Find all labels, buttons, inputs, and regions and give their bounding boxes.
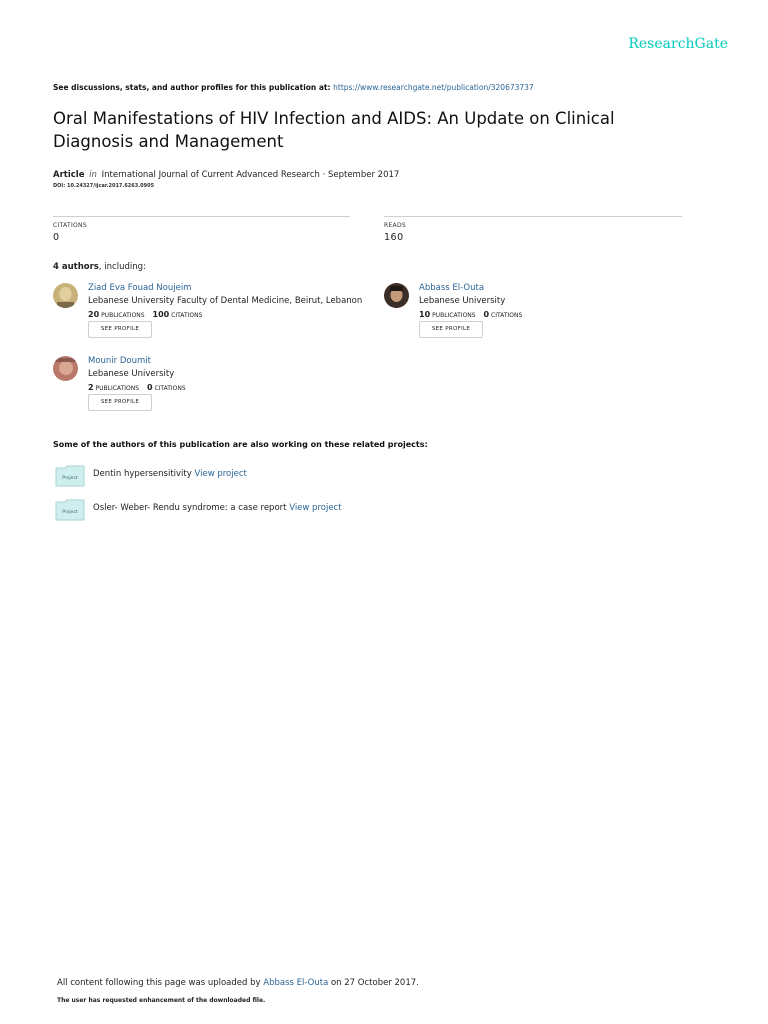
author-stats bbox=[88, 310, 202, 319]
view-project-link[interactable]: View project bbox=[289, 503, 342, 513]
citations-count: 100 bbox=[152, 310, 170, 319]
upload-prefix: All content following this page was uploaded by bbox=[57, 978, 261, 988]
citations-label: CITATIONS bbox=[154, 385, 186, 392]
page-title: Oral Manifestations of HIV Infection and AIDS: An Update on Clinical Diagnosis and Management bbox=[53, 109, 615, 151]
authors-heading bbox=[53, 262, 146, 272]
publications-count: 10 bbox=[419, 310, 431, 319]
publications-label: PUBLICATIONS bbox=[101, 312, 145, 319]
publications-count: 2 bbox=[88, 383, 94, 392]
upload-note bbox=[57, 978, 419, 988]
authors-count: 4 authors bbox=[53, 262, 99, 272]
article-type: Article bbox=[53, 170, 85, 180]
reads-value: 160 bbox=[384, 232, 404, 243]
in-word: in bbox=[89, 170, 97, 180]
discussion-note bbox=[53, 83, 534, 92]
project-line bbox=[93, 503, 342, 513]
doi: DOI: 10.24327/ijcar.2017.6263.0905 bbox=[53, 183, 155, 189]
view-project-link[interactable]: View project bbox=[194, 469, 247, 479]
citations-count: 0 bbox=[146, 383, 153, 392]
author-institution: Lebanese University bbox=[419, 296, 506, 306]
reads-label: READS bbox=[384, 222, 406, 229]
publication-url-link[interactable]: https://www.researchgate.net/publication/320673737 bbox=[333, 83, 534, 92]
reads-divider bbox=[384, 216, 682, 217]
author-institution: Lebanese University Faculty of Dental Medicine, Beirut, Lebanon bbox=[88, 296, 363, 306]
publications-count: 20 bbox=[88, 310, 100, 319]
project-folder-icon bbox=[55, 499, 85, 521]
avatar[interactable] bbox=[53, 283, 78, 308]
avatar[interactable] bbox=[53, 356, 78, 381]
author-name[interactable]: Mounir Doumit bbox=[88, 356, 151, 366]
avatar[interactable] bbox=[384, 283, 409, 308]
citations-value: 0 bbox=[53, 232, 60, 243]
citations-label: CITATIONS bbox=[171, 312, 203, 319]
citations-count: 0 bbox=[483, 310, 490, 319]
journal-date: International Journal of Current Advanced Research · September 2017 bbox=[101, 170, 400, 180]
authors-including: , including: bbox=[98, 262, 146, 272]
project-title: Dentin hypersensitivity bbox=[93, 469, 192, 479]
author-institution: Lebanese University bbox=[88, 369, 175, 379]
project-folder-icon bbox=[55, 465, 85, 487]
researchgate-logo[interactable]: ResearchGate bbox=[628, 36, 728, 52]
project-icon-label: Project bbox=[62, 476, 78, 481]
enhancement-note: The user has requested enhancement of the downloaded file. bbox=[57, 997, 266, 1004]
citations-label: CITATIONS bbox=[491, 312, 523, 319]
project-line bbox=[93, 469, 247, 479]
uploader-link[interactable]: Abbass El-Outa bbox=[263, 978, 329, 988]
article-meta bbox=[53, 170, 399, 180]
related-projects-heading: Some of the authors of this publication are also working on these related projects: bbox=[53, 440, 428, 449]
publications-label: PUBLICATIONS bbox=[432, 312, 476, 319]
project-icon-label: Project bbox=[62, 510, 78, 515]
see-profile-button[interactable]: SEE PROFILE bbox=[88, 394, 152, 411]
see-profile-button[interactable]: SEE PROFILE bbox=[88, 321, 152, 338]
citations-divider bbox=[53, 216, 350, 217]
author-stats bbox=[88, 383, 186, 392]
discussion-text: See discussions, stats, and author profiles for this publication at: bbox=[53, 83, 331, 92]
author-name[interactable]: Abbass El-Outa bbox=[419, 283, 485, 293]
upload-suffix: on 27 October 2017. bbox=[330, 978, 419, 988]
publications-label: PUBLICATIONS bbox=[95, 385, 140, 392]
author-name[interactable]: Ziad Eva Fouad Noujeim bbox=[88, 283, 192, 293]
citations-label: CITATIONS bbox=[53, 222, 87, 229]
see-profile-button[interactable]: SEE PROFILE bbox=[419, 321, 483, 338]
author-stats bbox=[419, 310, 522, 319]
project-title: Osler- Weber- Rendu syndrome: a case report bbox=[93, 503, 287, 513]
